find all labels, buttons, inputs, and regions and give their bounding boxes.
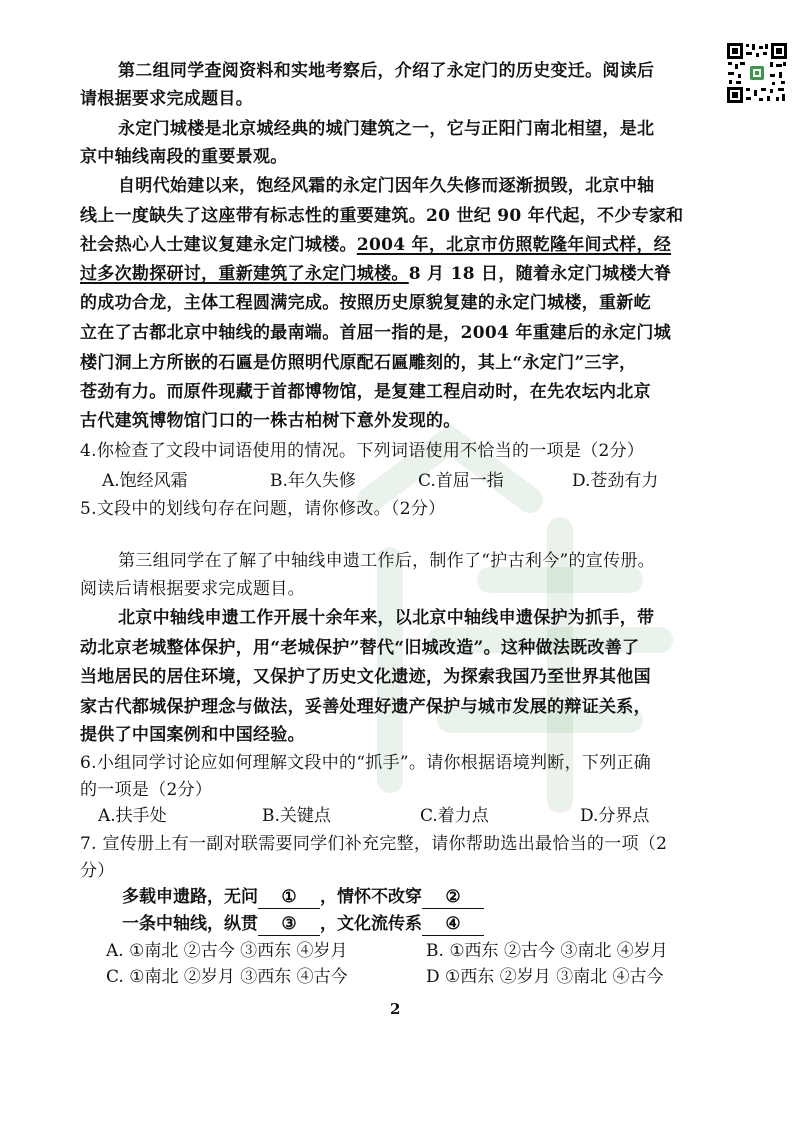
passage-line: 的成功合龙，主体工程圆满完成。按照历史原貌复建的永定门城楼，重新屹 xyxy=(80,293,651,313)
page-number: 2 xyxy=(390,1000,401,1018)
couplet-blank-2: ② xyxy=(422,886,484,909)
q7-option-b[interactable] xyxy=(426,940,668,962)
couplet-line-2 xyxy=(122,913,484,936)
passage-line: 当地居民的居住环境，又保护了历史文化遗迹，为探索我国乃至世界其他国 xyxy=(80,667,651,687)
section3-intro-line2: 阅读后请根据要求完成题目。 xyxy=(80,579,305,599)
underlined-sentence: 过多次勘探研讨，重新建筑了永定门城楼。 xyxy=(80,264,409,284)
couplet-text: 多载申遗路，无问 xyxy=(122,887,258,907)
q6-option-a[interactable]: A.扶手处 xyxy=(98,806,167,826)
q7-option-c[interactable] xyxy=(106,966,348,988)
section3-intro-line1: 第三组同学在了解了中轴线申遗工作后，制作了“护古利今”的宣传册。 xyxy=(118,551,655,571)
q4-option-d[interactable]: D.苍劲有力 xyxy=(572,471,659,491)
q4-option-a[interactable]: A.饱经风霜 xyxy=(102,471,188,491)
passage-line: 动北京老城整体保护，用“老城保护”替代“旧城改造”。这种做法既改善了 xyxy=(80,638,640,658)
q7-option-a[interactable] xyxy=(106,940,348,962)
section2-intro-line1: 第二组同学查阅资料和实地考察后，介绍了永定门的历史变迁。阅读后 xyxy=(118,61,655,81)
couplet-blank-3: ③ xyxy=(258,913,320,936)
option-text: ①南北 ②岁月 ③西东 ④古今 xyxy=(129,967,348,987)
passage-line xyxy=(80,234,671,256)
option-label: D xyxy=(426,967,440,987)
couplet-line-1 xyxy=(122,886,484,909)
underlined-sentence: 2004 年，北京市仿照乾隆年间式样，经 xyxy=(356,235,672,255)
question-6-stem-line2: 的一项是（2分） xyxy=(80,780,213,800)
passage-line: 提供了中国案例和中国经验。 xyxy=(80,725,305,745)
option-text: ①南北 ②古今 ③西东 ④岁月 xyxy=(129,941,348,961)
passage-line: 线上一度缺失了这座带有标志性的重要建筑。20 世纪 90 年代起，不少专家和 xyxy=(80,206,684,226)
passage-line: 京中轴线南段的重要景观。 xyxy=(80,147,288,167)
passage-text: 社会热心人士建议复建永定门城楼。 xyxy=(80,235,357,255)
passage-line: 楼门洞上方所嵌的石匾是仿照明代原配石匾雕刻的，其上“永定门”三字， xyxy=(80,353,637,373)
couplet-text: 一条中轴线，纵贯 xyxy=(122,914,258,934)
passage-line: 苍劲有力。而原件现藏于首都博物馆，是复建工程启动时，在先农坛内北京 xyxy=(80,382,651,402)
question-5-stem: 5.文段中的划线句存在问题，请你修改。（2分） xyxy=(80,499,446,519)
couplet-blank-1: ① xyxy=(258,886,320,909)
q6-option-d[interactable]: D.分界点 xyxy=(580,806,650,826)
passage-line xyxy=(80,263,671,285)
question-4-stem: 4.你检查了文段中词语使用的情况。下列词语使用不恰当的一项是（2分） xyxy=(80,441,645,461)
q7-option-d[interactable] xyxy=(426,966,664,988)
passage-line: 永定门城楼是北京城经典的城门建筑之一，它与正阳门南北相望，是北 xyxy=(118,119,655,139)
option-label: B. xyxy=(426,941,444,961)
section2-intro-line2: 请根据要求完成题目。 xyxy=(80,89,253,109)
q6-option-b[interactable]: B.关键点 xyxy=(262,806,331,826)
question-7-stem-line1: 7. 宣传册上有一副对联需要同学们补充完整，请你帮助选出最恰当的一项（2 xyxy=(80,834,668,854)
q4-option-c[interactable]: C.首屈一指 xyxy=(418,471,504,491)
couplet-text: ，情怀不改穿 xyxy=(320,887,422,907)
option-text: ①西东 ②古今 ③南北 ④岁月 xyxy=(449,941,668,961)
passage-line: 北京中轴线申遗工作开展十余年来，以北京中轴线申遗保护为抓手，带 xyxy=(118,608,655,628)
passage-line: 家古代都城保护理念与做法，妥善处理好遗产保护与城市发展的辩证关系， xyxy=(80,697,651,717)
option-label: C. xyxy=(106,967,124,987)
q4-option-b[interactable]: B.年久失修 xyxy=(270,471,356,491)
q6-option-c[interactable]: C.着力点 xyxy=(420,806,489,826)
option-label: A. xyxy=(106,941,124,961)
passage-text: 8 月 18 日，随着永定门城楼大脊 xyxy=(408,264,672,284)
qr-code-icon xyxy=(726,42,788,104)
couplet-blank-4: ④ xyxy=(422,913,484,936)
passage-line: 古代建筑博物馆门口的一株古柏树下意外发现的。 xyxy=(80,411,461,431)
question-6-stem-line1: 6.小组同学讨论应如何理解文段中的“抓手”。请你根据语境判断，下列正确 xyxy=(80,753,652,773)
question-7-stem-line2: 分） xyxy=(80,861,115,881)
passage-line: 自明代始建以来，饱经风霜的永定门因年久失修而逐渐损毁，北京中轴 xyxy=(118,176,655,196)
passage-line: 立在了古都北京中轴线的最南端。首屈一指的是，2004 年重建后的永定门城 xyxy=(80,323,672,343)
couplet-text: ，文化流传系 xyxy=(320,914,422,934)
option-text: ①西东 ②岁月 ③南北 ④古今 xyxy=(445,967,664,987)
